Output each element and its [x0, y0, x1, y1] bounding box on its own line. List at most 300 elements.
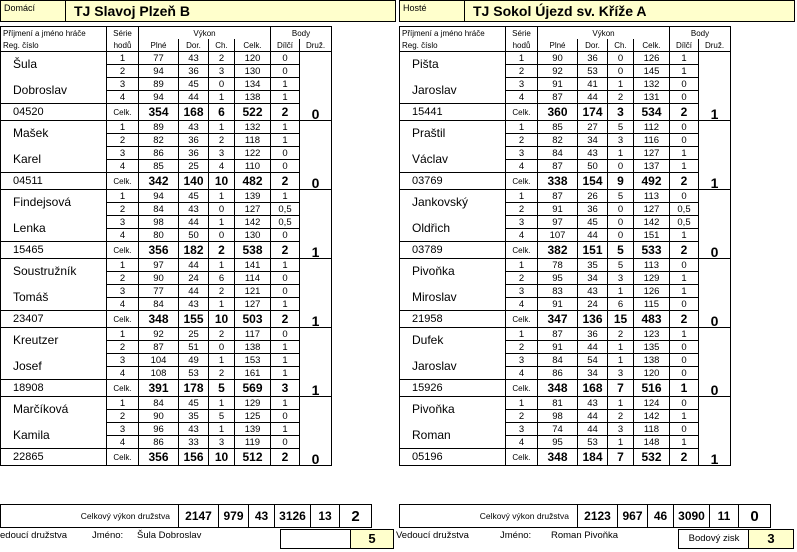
score-cell: 44 [578, 229, 608, 242]
score-cell: 0 [608, 216, 634, 229]
player-surname: Pivoňka [400, 259, 506, 285]
guest-hdr-vykon: Výkon [538, 27, 670, 40]
table-row [400, 78, 731, 91]
score-cell: 91 [538, 78, 578, 91]
total-cell: 178 [179, 380, 209, 397]
player-reg-number: 22865 [1, 449, 107, 466]
score-cell: 84 [538, 147, 578, 160]
score-cell: 114 [235, 272, 271, 285]
guest-hdr-body: Body [670, 27, 731, 40]
guest-leader-name: Roman Pivoňka [551, 530, 619, 541]
total-cell: 360 [538, 104, 578, 121]
score-cell: 1 [608, 354, 634, 367]
total-cell: 2 [271, 311, 300, 328]
score-cell: 3 [608, 367, 634, 380]
score-cell: 138 [235, 91, 271, 104]
home-hdr-serie: Série [107, 27, 139, 40]
home-summary-dor: 979 [219, 505, 249, 528]
score-cell: 94 [139, 190, 179, 203]
home-summary-label: Celkový výkon družstva [1, 505, 179, 528]
total-cell: 156 [179, 449, 209, 466]
player-surname: Praštil [400, 121, 506, 147]
score-cell: 126 [634, 285, 670, 298]
score-cell: 118 [634, 423, 670, 436]
total-cell: 168 [179, 104, 209, 121]
score-cell: 0 [670, 423, 699, 436]
score-cell: 4 [107, 298, 139, 311]
guest-hdr-dilci: Dílčí [670, 39, 699, 52]
score-cell: 3 [209, 65, 235, 78]
score-cell: 0 [670, 354, 699, 367]
table-row-total [1, 311, 332, 328]
player-team-points: 0 [699, 190, 731, 259]
player-firstname: Jaroslav [400, 354, 506, 380]
score-cell: 92 [139, 328, 179, 341]
player-surname: Marčíková [1, 397, 107, 423]
score-cell: 2 [209, 367, 235, 380]
score-cell: 34 [578, 134, 608, 147]
score-cell: 90 [538, 52, 578, 65]
player-reg-number: 23407 [1, 311, 107, 328]
total-cell: 174 [578, 104, 608, 121]
total-label: Celk. [506, 104, 538, 121]
score-cell: 1 [271, 91, 300, 104]
total-label: Celk. [107, 104, 139, 121]
score-cell: 113 [634, 259, 670, 272]
guest-hdr-celk: Celk. [634, 39, 670, 52]
score-cell: 1 [209, 121, 235, 134]
score-cell: 145 [634, 65, 670, 78]
table-row-total [400, 449, 731, 466]
score-cell: 91 [538, 203, 578, 216]
player-team-points: 0 [300, 397, 332, 466]
table-row-total [1, 242, 332, 259]
score-cell: 117 [235, 328, 271, 341]
total-cell: 136 [578, 311, 608, 328]
table-row-total [400, 104, 731, 121]
home-hdr-celk: Celk. [235, 39, 271, 52]
total-cell: 10 [209, 311, 235, 328]
table-row [1, 147, 332, 160]
score-cell: 151 [634, 229, 670, 242]
score-cell: 1 [608, 397, 634, 410]
score-cell: 0 [209, 341, 235, 354]
score-cell: 3 [107, 354, 139, 367]
player-firstname: Lenka [1, 216, 107, 242]
score-cell: 83 [538, 285, 578, 298]
home-leader-label: edoucí družstva [0, 530, 68, 541]
score-cell: 127 [235, 203, 271, 216]
score-cell: 131 [634, 91, 670, 104]
score-cell: 1 [107, 190, 139, 203]
player-firstname: Tomáš [1, 285, 107, 311]
score-cell: 2 [107, 410, 139, 423]
player-surname: Soustružník [1, 259, 107, 285]
score-cell: 1 [670, 328, 699, 341]
score-cell: 126 [634, 52, 670, 65]
score-cell: 123 [634, 328, 670, 341]
score-cell: 2 [506, 65, 538, 78]
table-row [400, 190, 731, 203]
score-cell: 3 [506, 423, 538, 436]
player-firstname: Karel [1, 147, 107, 173]
total-cell: 10 [209, 449, 235, 466]
score-cell: 1 [670, 436, 699, 449]
table-row-total [400, 173, 731, 190]
home-points-spacer [280, 529, 352, 549]
score-cell: 1 [608, 147, 634, 160]
score-cell: 3 [107, 147, 139, 160]
score-cell: 94 [139, 65, 179, 78]
total-cell: 382 [538, 242, 578, 259]
total-cell: 7 [608, 380, 634, 397]
score-cell: 2 [608, 328, 634, 341]
score-cell: 115 [634, 298, 670, 311]
score-cell: 53 [578, 65, 608, 78]
score-cell: 44 [578, 91, 608, 104]
total-cell: 7 [608, 449, 634, 466]
score-cell: 87 [139, 341, 179, 354]
score-cell: 129 [634, 272, 670, 285]
total-cell: 503 [235, 311, 271, 328]
table-row [1, 216, 332, 229]
player-surname: Kreutzer [1, 328, 107, 354]
score-cell: 142 [634, 410, 670, 423]
table-row-total [1, 173, 332, 190]
score-cell: 127 [634, 203, 670, 216]
score-cell: 3 [506, 285, 538, 298]
home-summary-dilci: 13 [311, 505, 340, 528]
score-cell: 1 [271, 78, 300, 91]
score-cell: 110 [235, 160, 271, 173]
score-cell: 0 [670, 190, 699, 203]
home-hdr-ch: Ch. [209, 39, 235, 52]
total-cell: 5 [209, 380, 235, 397]
total-cell: 538 [235, 242, 271, 259]
score-cell: 4 [506, 91, 538, 104]
score-cell: 4 [107, 367, 139, 380]
score-cell: 139 [235, 423, 271, 436]
score-cell: 1 [506, 121, 538, 134]
score-cell: 138 [634, 354, 670, 367]
table-row-total [1, 104, 332, 121]
player-firstname: Kamila [1, 423, 107, 449]
score-cell: 139 [235, 190, 271, 203]
score-cell: 0 [608, 229, 634, 242]
score-cell: 134 [235, 78, 271, 91]
score-cell: 104 [139, 354, 179, 367]
score-cell: 1 [670, 65, 699, 78]
score-cell: 0 [608, 160, 634, 173]
score-cell: 141 [235, 259, 271, 272]
total-cell: 2 [209, 242, 235, 259]
score-cell: 0 [670, 259, 699, 272]
home-summary-plne: 2147 [179, 505, 219, 528]
score-cell: 5 [608, 259, 634, 272]
guest-summary-ch: 46 [648, 505, 674, 528]
score-cell: 161 [235, 367, 271, 380]
score-cell: 3 [506, 78, 538, 91]
table-row [1, 52, 332, 65]
score-cell: 3 [107, 423, 139, 436]
score-cell: 1 [608, 78, 634, 91]
score-cell: 43 [179, 121, 209, 134]
home-team-name: TJ Slavoj Plzeň B [65, 1, 393, 21]
home-leader-name: Šula Dobroslav [137, 530, 202, 541]
score-cell: 26 [578, 190, 608, 203]
table-row-total [400, 242, 731, 259]
score-cell: 89 [139, 121, 179, 134]
home-hdr-hodu: hodů [107, 39, 139, 52]
score-cell: 87 [538, 328, 578, 341]
total-cell: 2 [670, 104, 699, 121]
player-team-points: 1 [699, 52, 731, 121]
total-label: Celk. [107, 449, 139, 466]
total-cell: 492 [634, 173, 670, 190]
score-cell: 1 [209, 354, 235, 367]
score-cell: 25 [179, 160, 209, 173]
score-cell: 0 [271, 147, 300, 160]
player-firstname: Václav [400, 147, 506, 173]
guest-summary-dor: 967 [618, 505, 648, 528]
table-row [1, 190, 332, 203]
player-surname: Mašek [1, 121, 107, 147]
score-cell: 96 [139, 423, 179, 436]
score-cell: 1 [209, 190, 235, 203]
score-cell: 4 [209, 160, 235, 173]
score-cell: 0 [670, 298, 699, 311]
score-cell: 4 [107, 91, 139, 104]
score-cell: 90 [139, 272, 179, 285]
player-reg-number: 04520 [1, 104, 107, 121]
score-cell: 43 [578, 147, 608, 160]
guest-hdr-plne: Plné [538, 39, 578, 52]
player-team-points: 0 [699, 328, 731, 397]
total-cell: 348 [538, 449, 578, 466]
table-row [1, 397, 332, 410]
score-cell: 1 [271, 367, 300, 380]
score-cell: 95 [538, 272, 578, 285]
guest-hdr-druz: Druž. [699, 39, 731, 52]
score-cell: 4 [506, 367, 538, 380]
score-cell: 74 [538, 423, 578, 436]
score-cell: 1 [271, 121, 300, 134]
table-row-total [400, 311, 731, 328]
total-cell: 391 [139, 380, 179, 397]
guest-hdr-reg: Reg. číslo [400, 39, 506, 52]
score-cell: 3 [107, 285, 139, 298]
score-cell: 50 [578, 160, 608, 173]
score-cell: 34 [578, 367, 608, 380]
home-hdr-name: Příjmení a jméno hráče [1, 27, 107, 40]
home-header [0, 0, 396, 22]
score-cell: 3 [506, 147, 538, 160]
guest-hdr-ch: Ch. [608, 39, 634, 52]
player-surname: Šula [1, 52, 107, 78]
score-cell: 43 [179, 203, 209, 216]
score-cell: 0 [670, 91, 699, 104]
score-cell: 44 [578, 410, 608, 423]
player-reg-number: 18908 [1, 380, 107, 397]
score-cell: 84 [538, 354, 578, 367]
score-cell: 1 [209, 216, 235, 229]
score-cell: 2 [107, 65, 139, 78]
score-cell: 25 [179, 328, 209, 341]
home-summary-druz: 2 [340, 505, 372, 528]
score-cell: 0 [271, 328, 300, 341]
score-cell: 86 [139, 147, 179, 160]
player-reg-number: 15465 [1, 242, 107, 259]
table-row [400, 52, 731, 65]
total-cell: 347 [538, 311, 578, 328]
total-cell: 5 [608, 242, 634, 259]
score-cell: 43 [578, 397, 608, 410]
score-cell: 1 [608, 341, 634, 354]
score-cell: 43 [179, 52, 209, 65]
score-cell: 1 [271, 259, 300, 272]
score-cell: 1 [670, 272, 699, 285]
score-cell: 87 [538, 190, 578, 203]
player-reg-number: 03789 [400, 242, 506, 259]
score-cell: 87 [538, 91, 578, 104]
score-cell: 97 [538, 216, 578, 229]
score-cell: 36 [578, 203, 608, 216]
player-firstname: Dobroslav [1, 78, 107, 104]
table-row-total [400, 380, 731, 397]
player-reg-number: 03769 [400, 173, 506, 190]
guest-summary-dilci: 11 [710, 505, 739, 528]
score-cell: 45 [179, 190, 209, 203]
total-cell: 2 [670, 242, 699, 259]
score-cell: 1 [271, 341, 300, 354]
score-cell: 44 [179, 216, 209, 229]
total-cell: 534 [634, 104, 670, 121]
player-surname: Pivoňka [400, 397, 506, 423]
score-cell: 2 [506, 410, 538, 423]
score-cell: 43 [578, 285, 608, 298]
score-cell: 2 [107, 203, 139, 216]
player-surname: Jankovský [400, 190, 506, 216]
score-cell: 50 [179, 229, 209, 242]
score-cell: 82 [538, 134, 578, 147]
score-cell: 77 [139, 52, 179, 65]
table-row-total [1, 380, 332, 397]
score-cell: 34 [578, 272, 608, 285]
score-cell: 4 [107, 436, 139, 449]
score-cell: 4 [107, 160, 139, 173]
score-cell: 44 [179, 285, 209, 298]
score-cell: 135 [634, 341, 670, 354]
score-cell: 2 [107, 134, 139, 147]
score-cell: 35 [578, 259, 608, 272]
player-team-points: 1 [699, 121, 731, 190]
score-cell: 44 [578, 423, 608, 436]
score-cell: 36 [179, 147, 209, 160]
score-cell: 118 [235, 134, 271, 147]
score-cell: 3 [107, 216, 139, 229]
player-firstname: Miroslav [400, 285, 506, 311]
score-cell: 0 [608, 65, 634, 78]
total-cell: 354 [139, 104, 179, 121]
score-cell: 1 [670, 52, 699, 65]
guest-hdr-dor: Dor. [578, 39, 608, 52]
guest-hdr-name: Příjmení a jméno hráče [400, 27, 506, 40]
total-cell: 2 [271, 173, 300, 190]
score-cell: 119 [235, 436, 271, 449]
player-team-points: 1 [699, 397, 731, 466]
total-cell: 2 [271, 242, 300, 259]
score-cell: 98 [139, 216, 179, 229]
score-cell: 137 [634, 160, 670, 173]
score-cell: 84 [139, 203, 179, 216]
score-cell: 0 [271, 52, 300, 65]
total-label: Celk. [506, 311, 538, 328]
home-hdr-vykon: Výkon [139, 27, 271, 40]
player-team-points: 0 [300, 52, 332, 121]
total-cell: 522 [235, 104, 271, 121]
score-cell: 1 [209, 397, 235, 410]
player-team-points: 1 [300, 259, 332, 328]
home-summary-ch: 43 [249, 505, 275, 528]
score-cell: 91 [538, 341, 578, 354]
score-cell: 45 [578, 216, 608, 229]
total-label: Celk. [506, 242, 538, 259]
total-label: Celk. [107, 242, 139, 259]
guest-leader-label: Vedoucí družstva [396, 530, 469, 541]
guest-team-name: TJ Sokol Újezd sv. Kříže A [464, 1, 792, 21]
home-score-table [0, 26, 332, 466]
score-cell: 122 [235, 147, 271, 160]
score-cell: 87 [538, 160, 578, 173]
total-cell: 348 [139, 311, 179, 328]
home-label: Domácí [4, 3, 36, 13]
score-cell: 54 [578, 354, 608, 367]
score-cell: 43 [179, 423, 209, 436]
score-cell: 148 [634, 436, 670, 449]
score-cell: 130 [235, 65, 271, 78]
total-cell: 151 [578, 242, 608, 259]
score-cell: 3 [506, 354, 538, 367]
total-cell: 356 [139, 449, 179, 466]
score-cell: 77 [139, 285, 179, 298]
total-label: Celk. [107, 173, 139, 190]
score-cell: 53 [179, 367, 209, 380]
guest-name-label: Jméno: [500, 530, 532, 541]
score-cell: 4 [506, 160, 538, 173]
score-cell: 5 [608, 190, 634, 203]
score-cell: 0 [670, 341, 699, 354]
total-label: Celk. [506, 449, 538, 466]
total-cell: 2 [670, 449, 699, 466]
score-cell: 0 [271, 229, 300, 242]
score-cell: 1 [271, 190, 300, 203]
score-cell: 132 [235, 121, 271, 134]
total-cell: 3 [608, 104, 634, 121]
player-firstname: Oldřich [400, 216, 506, 242]
score-cell: 3 [209, 147, 235, 160]
score-cell: 2 [209, 328, 235, 341]
score-cell: 2 [506, 203, 538, 216]
score-cell: 53 [578, 436, 608, 449]
home-name-label: Jméno: [92, 530, 124, 541]
score-cell: 129 [235, 397, 271, 410]
score-cell: 2 [506, 134, 538, 147]
total-cell: 155 [179, 311, 209, 328]
total-label: Celk. [506, 380, 538, 397]
score-cell: 0 [209, 203, 235, 216]
score-cell: 107 [538, 229, 578, 242]
score-cell: 24 [179, 272, 209, 285]
